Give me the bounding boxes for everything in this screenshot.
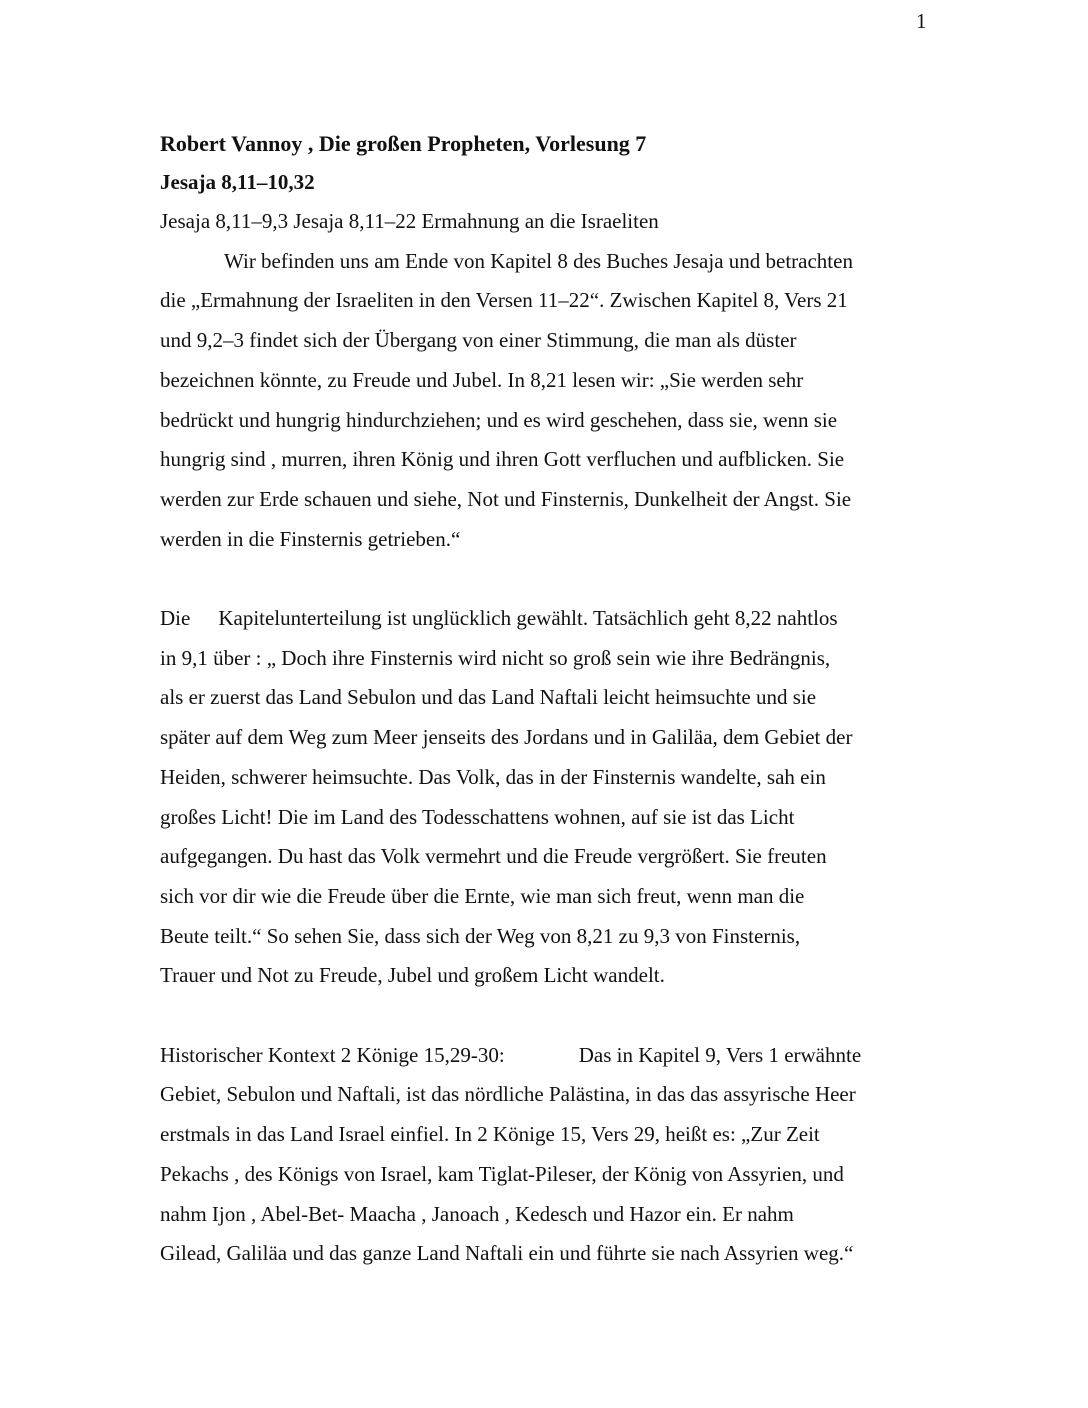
first-word: Die <box>160 606 191 631</box>
text-line: sich vor dir wie die Freude über die Ernte, wie man sich freut, wenn man die <box>160 883 805 908</box>
section-heading: Jesaja 8,11–9,3 Jesaja 8,11–22 Ermahnung an die Israeliten <box>160 209 659 233</box>
document-body <box>160 126 924 1274</box>
paragraph-1 <box>160 242 924 560</box>
paragraph-spacer <box>160 559 924 599</box>
text-line: Gilead, Galiläa und das ganze Land Naftali ein und führte sie nach Assyrien weg.“ <box>160 1241 854 1266</box>
text-line: später auf dem Weg zum Meer jenseits des Jordans und in Galiläa, dem Gebiet der <box>160 725 853 750</box>
text-line <box>160 1036 924 1076</box>
document-subtitle: Jesaja 8,11–10,32 <box>160 170 315 194</box>
text-line: erstmals in das Land Israel einfiel. In 2 Könige 15, Vers 29, heißt es: „Zur Zeit <box>160 1122 820 1147</box>
text-line: Heiden, schwerer heimsuchte. Das Volk, das in der Finsternis wandelte, sah ein <box>160 764 826 789</box>
text-line: großes Licht! Die im Land des Todesschattens wohnen, auf sie ist das Licht <box>160 804 795 829</box>
inline-heading: Historischer Kontext 2 Könige 15,29-30: <box>160 1042 505 1067</box>
text-line: Pekachs , des Königs von Israel, kam Tiglat-Pileser, der König von Assyrien, und <box>160 1161 844 1186</box>
text-line <box>160 599 924 639</box>
text-segment: Das in Kapitel 9, Vers 1 erwähnte <box>578 1042 862 1067</box>
text-line: aufgegangen. Du hast das Volk vermehrt und die Freude vergrößert. Sie freuten <box>160 844 827 869</box>
text-line: Trauer und Not zu Freude, Jubel und großem Licht wandelt. <box>160 963 665 988</box>
paragraph-2 <box>160 599 924 996</box>
text-line: bezeichnen könnte, zu Freude und Jubel. In 8,21 lesen wir: „Sie werden sehr <box>160 367 804 392</box>
text-line: die „Ermahnung der Israeliten in den Versen 11–22“. Zwischen Kapitel 8, Vers 21 <box>160 288 848 313</box>
text-line: werden in die Finsternis getrieben.“ <box>160 526 461 551</box>
text-line: hungrig sind , murren, ihren König und ihren Gott verfluchen und aufblicken. Sie <box>160 447 845 472</box>
text-line: bedrückt und hungrig hindurchziehen; und es wird geschehen, dass sie, wenn sie <box>160 407 838 432</box>
paragraph-spacer <box>160 996 924 1036</box>
text-line: Beute teilt.“ So sehen Sie, dass sich der Weg von 8,21 zu 9,3 von Finsternis, <box>160 923 801 948</box>
paragraph-3 <box>160 1036 924 1274</box>
text-line: Wir befinden uns am Ende von Kapitel 8 des Buches Jesaja und betrachten <box>224 248 853 273</box>
page-number: 1 <box>916 9 927 33</box>
text-line: als er zuerst das Land Sebulon und das Land Naftali leicht heimsuchte und sie <box>160 685 817 710</box>
text-line: Gebiet, Sebulon und Naftali, ist das nördliche Palästina, in das das assyrische Heer <box>160 1082 856 1107</box>
text-line: werden zur Erde schauen und siehe, Not und Finsternis, Dunkelheit der Angst. Sie <box>160 486 852 511</box>
text-line: und 9,2–3 findet sich der Übergang von einer Stimmung, die man als düster <box>160 328 797 353</box>
text-segment: Kapitelunterteilung ist unglücklich gewählt. Tatsächlich geht 8,22 nahtlos <box>218 606 838 631</box>
text-line: nahm Ijon , Abel-Bet- Maacha , Janoach , Kedesch und Hazor ein. Er nahm <box>160 1201 794 1226</box>
text-line: in 9,1 über : „ Doch ihre Finsternis wird nicht so groß sein wie ihre Bedrängnis, <box>160 645 831 670</box>
document-title: Robert Vannoy , Die großen Propheten, Vorlesung 7 <box>160 131 647 156</box>
